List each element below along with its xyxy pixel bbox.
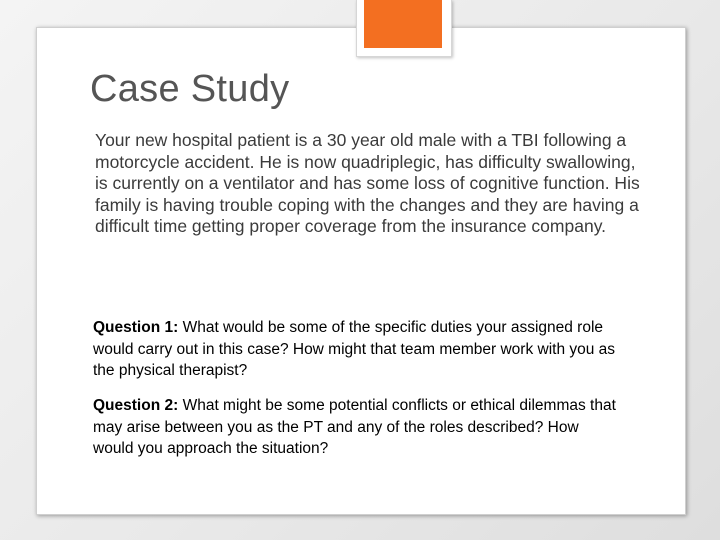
question-2-label: Question 2: — [93, 397, 179, 414]
question-1-label: Question 1: — [93, 319, 179, 336]
question-1-text: What would be some of the specific duties your assigned role would carry out in this case? How might that team member work with you as the physical therapist? — [93, 319, 616, 379]
question-2 — [93, 395, 618, 460]
accent-block — [364, 0, 442, 48]
slide-title: Case Study — [90, 68, 290, 110]
case-description: Your new hospital patient is a 30 year old male with a TBI following a motorcycle accident. He is now quadriplegic, has difficulty swallowing, is currently on a ventilator and has some loss of cognitive function. His family is having trouble coping with the changes and they are having a difficult time getting proper coverage from the insurance company. — [95, 130, 640, 236]
question-1 — [93, 317, 618, 382]
question-2-text: What might be some potential conflicts or ethical dilemmas that may arise between you as the PT and any of the roles described? How would you approach the situation? — [93, 397, 616, 457]
